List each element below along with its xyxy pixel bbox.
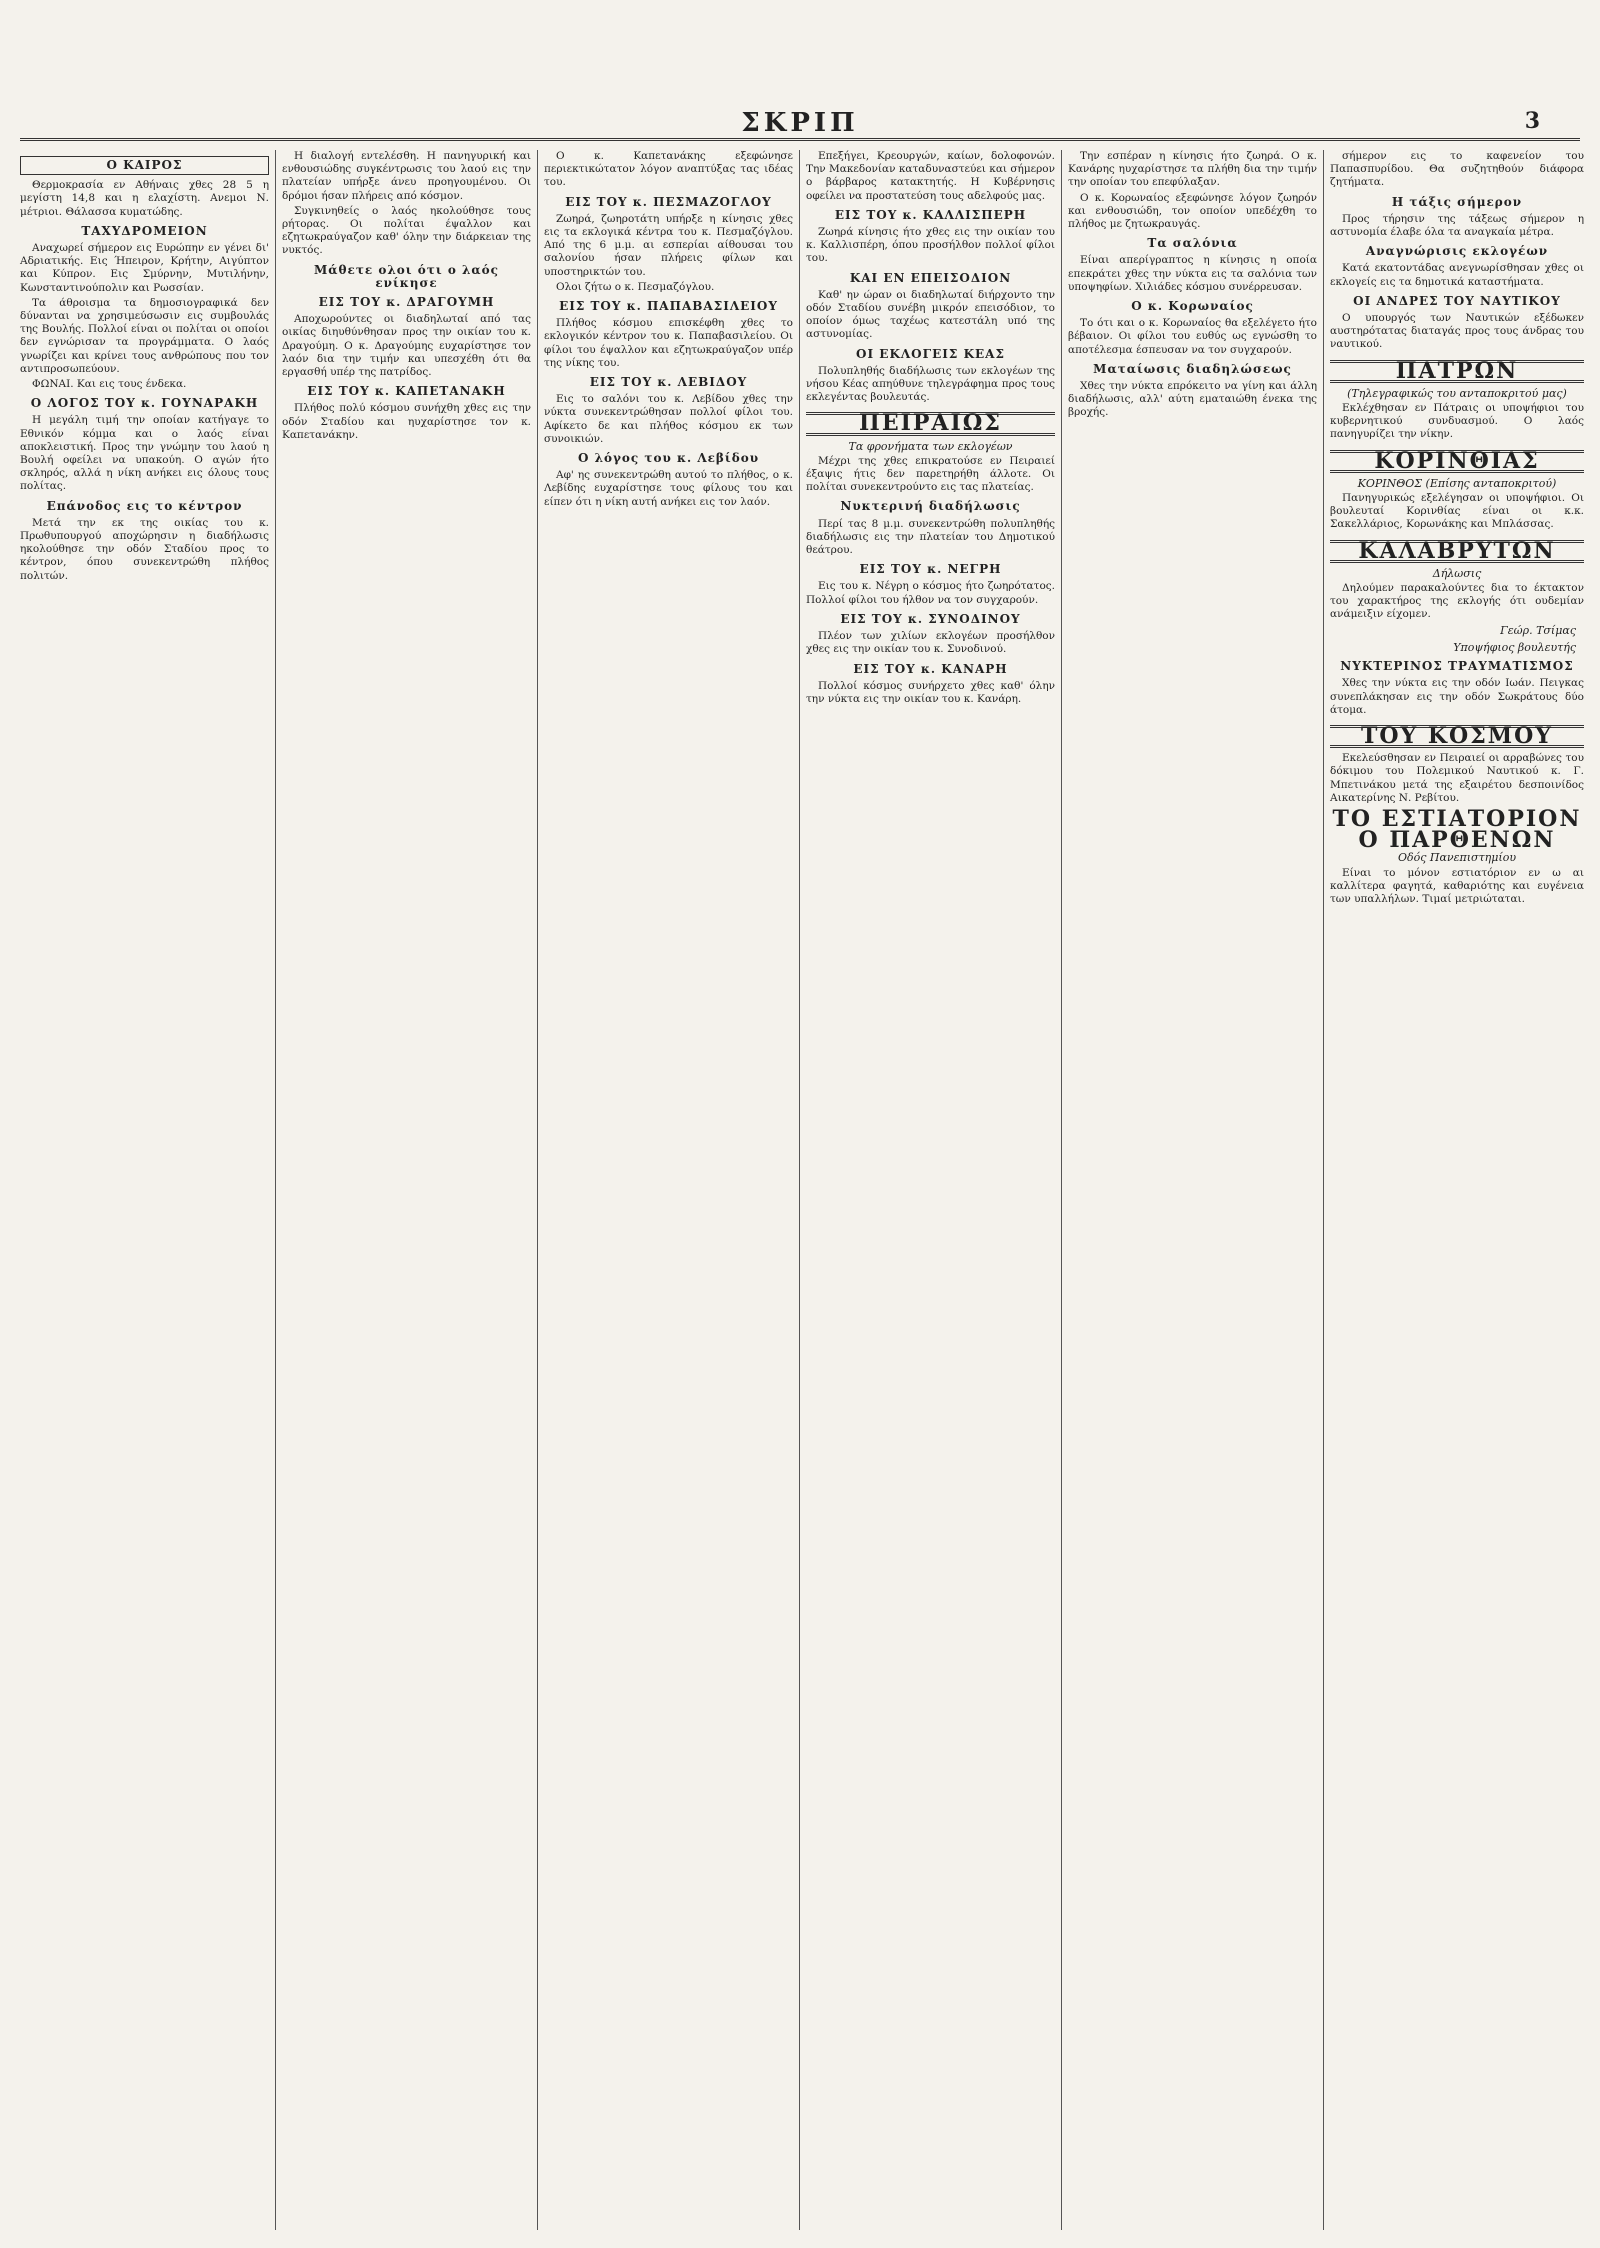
negris-text: Εις του κ. Νέγρη ο κόσμος ήτο ζωηρότατος. Πολλοί φίλοι του ήλθον να τον συγχαρούν. <box>806 580 1055 606</box>
col5-speech-text: Ο κ. Κορωναίος εξεφώνησε λόγον ζωηρόν και ενθουσιώδη, τον οποίον υπεδέχθη το πλήθος με ζητωκραυγάς. <box>1068 191 1317 231</box>
synodinos-text: Πλέον των χιλίων εκλογέων προσήλθον χθες εις την οικίαν του κ. Συνοδινού. <box>806 630 1055 656</box>
kapetanakis-heading: ΕΙΣ ΤΟΥ κ. ΚΑΠΕΤΑΝΑΚΗ <box>307 384 506 399</box>
keas-text: Πολυπληθής διαδήλωσις των εκλογέων της νήσου Κέας απηύθυνε τηλεγράφημα προς τους εκλεγέντας βουλευτάς. <box>806 364 1055 404</box>
keas-heading: ΟΙ ΕΚΛΟΓΕΙΣ ΚΕΑΣ <box>856 346 1005 361</box>
signature-title: Υποψήφιος βουλευτής <box>1453 640 1576 654</box>
kapetanakis-text: Πλήθος πολύ κόσμου συνήχθη χθες εις την οδόν Σταδίου και ηυχαρίστησε τον κ. Καπετανάκην. <box>282 402 531 441</box>
kalligeris-heading: ΕΙΣ ΤΟΥ κ. ΚΑΛΛΙΣΠΕΡΗ <box>834 207 1027 222</box>
address: Οδός Πανεπιστημίου <box>1397 851 1517 865</box>
dragoumis-heading: ΕΙΣ ΤΟΥ κ. ΔΡΑΓΟΥΜΗ <box>318 295 495 310</box>
kalavryta-text: Δηλούμεν παρακαλούντες δια το έκτακτον του χαρακτήρος της εκλογής ότι ουδεμίαν ανάμειξιν είχομεν. <box>1330 582 1584 621</box>
column-4 <box>800 150 1062 2230</box>
procession-text: Μετά την εκ της οικίας του κ. Πρωθυπουργού αποχώρησιν η διαδήλωσις ηκολούθησε την οδόν Σταδίου προς το κέντρον, όπου συνεκεντρώθη πλήθος πολιτών. <box>20 516 269 582</box>
order-text: Προς τήρησιν της τάξεως σήμερον η αστυνομία έλαβε όλα τα αναγκαία μέτρα. <box>1330 212 1584 239</box>
navy-heading: ΟΙ ΑΝΔΡΕΣ ΤΟΥ ΝΑΥΤΙΚΟΥ <box>1353 293 1561 308</box>
post-text: Αναχωρεί σήμερον εις Ευρώπην εν γένει δι' Αδριατικής. Εις Ήπειρον, Κρήτην, Αιγύπτον και Κύπρον. Εις Σμύρνην, Μυτιλήνην, Κωνσταντινούπολιν και Ρωσσίαν. <box>20 242 269 294</box>
levidis-text: Εις το σαλόνι του κ. Λεβίδου χθες την νύκτα συνεκεντρώθησαν πολλοί φίλοι του. Αφίκετο δε και πλήθος κόσμου εκ των συνοικιών. <box>544 393 793 445</box>
salonia-text: Είναι απερίγραπτος η κίνησις η οποία επεκράτει χθες την νύκτα εις τα σαλόνια των υποψηφίων. Χιλιάδες κόσμου συνέρρευσαν. <box>1068 254 1317 293</box>
papavasileiou-text: Πλήθος κόσμου επισκέφθη χθες το εκλογικόν κέντρον του κ. Παπαβασιλείου. Οι φίλοι του έψαλλον και εζητωκραύγαζον υπέρ της νίκης του. <box>544 317 793 369</box>
pesmazoglou-heading: ΕΙΣ ΤΟΥ κ. ΠΕΣΜΑΖΟΓΛΟΥ <box>565 194 772 209</box>
procession-heading: Επάνοδος εις το κέντρον <box>46 498 243 513</box>
koroneos-text: Το ότι και ο κ. Κορωναίος θα εξελέγετο ήτο βέβαιον. Οι φίλοι του ευθύς ως εγνώσθη το αποτέλεσμα έσπευσαν να τον συγχαρούν. <box>1068 317 1317 356</box>
piraeus-heading: ΠΕΙΡΑΙΩΣ <box>806 412 1055 435</box>
kanaris-text: Πολλοί κόσμος συνήρχετο χθες καθ' όλην την νύκτα εις την οικίαν του κ. Κανάρη. <box>806 679 1055 705</box>
weather-text: Θερμοκρασία εν Αθήναις χθες 28 5 η μεγίστη 14,8 και η ελαχίστη. Ανεμοι Ν. μέτριοι. Θάλασσα κυματώδης. <box>20 179 269 218</box>
col2-text-2: Συγκινηθείς ο λαός ηκολούθησε τους ρήτορας. Οι πολίται έψαλλον και εζητωκραύγαζον καθ' όλην την διάρκειαν της νυκτός. <box>282 204 531 257</box>
papavasileiou-heading: ΕΙΣ ΤΟΥ κ. ΠΑΠΑΒΑΣΙΛΕΙΟΥ <box>559 299 778 314</box>
columns <box>14 150 1590 2230</box>
restaurant-heading: ΤΟ ΕΣΤΙΑΤΟΡΙΟΝ <box>1332 805 1582 832</box>
speech-body: Η μεγάλη τιμή την οποίαν κατήγαγε το Εθνικόν κόμμα και ο λαός είναι αποκλειστική. Προς την γνώμην του λαού η Βουλή οφείλει να υπακούη. Ο αγών ήτο σκληρός, αλλά η νίκη ανήκει εις όλους τους πολίτας. <box>20 414 269 493</box>
mataiosis-text: Χθες την νύκτα επρόκειτο να γίνη και άλλη διαδήλωσις, αλλ' αύτη εματαιώθη ένεκα της βροχής. <box>1068 380 1317 419</box>
episode-text: Καθ' ην ώραν οι διαδηλωταί διήρχοντο την οδόν Σταδίου συνέβη μικρόν επεισόδιον, το οποίον όμως ταχέως κατεστάλη υπό της αστυνομίας. <box>806 288 1055 341</box>
corinth-sub: ΚΟΡΙΝΘΟΣ (Επίσης ανταποκριτού) <box>1357 476 1557 490</box>
col6-text-1: σήμερον εις το καφενείον του Παπασπυρίδου. Θα συζητηθούν διάφορα ζητήματα. <box>1330 150 1584 189</box>
cheers: ΦΩΝΑΙ. Και εις τους ένδεκα. <box>32 378 187 391</box>
piraeus-sub: Τα φρονήματα των εκλογέων <box>848 439 1013 453</box>
mataiosis-heading: Ματαίωσις διαδηλώσεως <box>1093 361 1292 376</box>
negris-heading: ΕΙΣ ΤΟΥ κ. ΝΕΓΡΗ <box>859 562 1002 577</box>
column-1 <box>14 150 276 2230</box>
kanaris-heading: ΕΙΣ ΤΟΥ κ. ΚΑΝΑΡΗ <box>853 661 1008 676</box>
cheer: Ολοι ζήτω ο κ. Πεσμαζόγλου. <box>556 280 715 293</box>
synodinos-heading: ΕΙΣ ΤΟΥ κ. ΣΥΝΟΔΙΝΟΥ <box>840 611 1021 626</box>
pesmazoglou-text: Ζωηρά, ζωηροτάτη υπήρξε η κίνησις χθες εις τα εκλογικά κέντρα του κ. Πεσμαζόγλου. Από της 6 μ.μ. αι εσπερίαι αίθουσαι του σαλονίου ήσαν πλήρεις φίλων και υποστηρικτών του. <box>544 212 793 278</box>
kosmos-heading: ΤΟΥ ΚΟΣΜΟΥ <box>1330 725 1584 748</box>
post-heading: ΤΑΧΥΔΡΟΜΕΙΟΝ <box>81 223 208 238</box>
motto: Μάθετε ολοι ότι ο λαός ενίκησε <box>314 262 499 290</box>
levidis-heading: ΕΙΣ ΤΟΥ κ. ΛΕΒΙΔΟΥ <box>589 375 748 390</box>
signature: Γεώρ. Τσίμας <box>1500 623 1576 637</box>
patras-sub: (Τηλεγραφικώς του ανταποκριτού μας) <box>1347 386 1567 400</box>
episode-heading: ΚΑΙ ΕΝ ΕΠΕΙΣΟΔΙΟΝ <box>849 270 1012 285</box>
weather-heading: Ο ΚΑΙΡΟΣ <box>20 156 269 175</box>
wound-text: Χθες την νύκτα εις την οδόν Ιωάν. Πειγκας συνεπλάκησαν εις την οδόν Σωκράτους δύο άτομα. <box>1330 677 1584 716</box>
patras-text: Εκλέχθησαν εν Πάτραις οι υποψήφιοι του κυβερνητικού συνδυασμού. Ο λαός πανηγυρίζει την νίκην. <box>1330 402 1584 441</box>
dragoumis-text: Αποχωρούντες οι διαδηλωταί από τας οικίας διηυθύνθησαν προς την οικίαν του κ. Δραγούμη. Ο κ. Δραγούμης ευχαρίστησε τον λαόν δια την τιμήν και υπεσχέθη ότι θα εργασθή υπέρ της πατρίδος. <box>282 313 531 379</box>
speech-text: Τα άθροισμα τα δημοσιογραφικά δεν δύνανται να χρησιμεύσωσιν εις συμβουλάς της Βουλής. Πολλοί είναι οι πολίται οι οποίοι δεν εγνώρισαν τα προγράμματα. Ο λαός γνωρίζει και κρίνει τους ανθρώπους που τον αντιπροσωπεύουν. <box>20 296 269 375</box>
col4-text-1: Επεξήγει, Κρεουργών, καίων, δολοφονών. Την Μακεδονίαν καταδυναστεύει και σήμερον ο βάρβαρος κατακτητής. Η Κυβέρνησις οφείλει να προστατεύση τους αδελφούς μας. <box>806 150 1055 202</box>
kalavryta-heading: ΚΑΛΑΒΡΥΤΩΝ <box>1330 540 1584 563</box>
patras-heading: ΠΑΤΡΩΝ <box>1330 360 1584 383</box>
page-number: 3 <box>1524 108 1540 134</box>
voters-heading: Αναγνώρισις εκλογέων <box>1365 244 1549 259</box>
column-2 <box>276 150 538 2230</box>
col2-text-1: Η διαλογή εντελέσθη. Η πανηγυρική και ενθουσιώδης συγκέντρωσις του λαού εις την πλατείαν υπήρξε άνευ προηγουμένου. Οι δρόμοι ήσαν πλήρεις από κόσμον. <box>282 150 531 202</box>
corinth-heading: ΚΟΡΙΝΘΙΑΣ <box>1330 450 1584 473</box>
kalligeris-text: Ζωηρά κίνησις ήτο χθες εις την οικίαν του κ. Καλλισπέρη, όπου προσήλθον πολλοί φίλοι του. <box>806 226 1055 265</box>
corinth-text: Πανηγυρικώς εξελέγησαν οι υποψήφιοι. Οι βουλευταί Κορινθίας είναι οι κ.κ. Σακελλάριος, Κορωνάκης και Μπλάσσας. <box>1330 492 1584 531</box>
levidis-speech-heading: Ο λόγος του κ. Λεβίδου <box>577 451 760 466</box>
speech-heading: Ο ΛΟΓΟΣ ΤΟΥ κ. ΓΟΥΝΑΡΑΚΗ <box>30 396 259 411</box>
voters-text: Κατά εκατοντάδας ανεγνωρίσθησαν χθες οι εκλογείς εις τα δημοτικά καταστήματα. <box>1330 262 1584 288</box>
piraeus-text: Μέχρι της χθες επικρατούσε εν Πειραιεί έξαψις ήτις δεν παρετηρήθη άλλοτε. Οι πολίται συνεκεντρούντο εις τας πλατείας. <box>806 454 1055 494</box>
column-5 <box>1062 150 1324 2230</box>
navy-text: Ο υπουργός των Ναυτικών εξέδωκεν αυστηρότατας διαταγάς προς τους άνδρας του ναυτικού. <box>1330 312 1584 351</box>
restaurant-text: Είναι το μόνον εστιατόριον εν ω αι καλλίτερα φαγητά, καθαριότης και ευγένεια των υπαλλήλων. Τιμαί μετριώταται. <box>1330 866 1584 905</box>
order-heading: Η τάξις σήμερον <box>1391 194 1523 209</box>
kosmos-text: Εκελεύσθησαν εν Πειραιεί οι αρραβώνες του δόκιμου του Πολεμικού Ναυτικού κ. Γ. Μπετινάκου μετά της εξαιρέτου δεσποινίδος Αικατερίνης Ν. Ρεβίτου. <box>1330 752 1584 804</box>
col5-text-1: Την εσπέραν η κίνησις ήτο ζωηρά. Ο κ. Κανάρης ηυχαρίστησε τα πλήθη δια την τιμήν την οποίαν του επεφύλαξαν. <box>1068 150 1317 189</box>
night-heading: Νυκτερινή διαδήλωσις <box>840 499 1021 514</box>
koroneos-heading: Ο κ. Κορωναίος <box>1131 299 1254 314</box>
salonia-heading: Τα σαλόνια <box>1147 236 1238 251</box>
night-text: Περί τας 8 μ.μ. συνεκεντρώθη πολυπληθής διαδήλωσις εις την πλατείαν του Δημοτικού θεάτρου. <box>806 517 1055 557</box>
column-3 <box>538 150 800 2230</box>
kalavryta-sub: Δήλωσις <box>1432 566 1482 580</box>
wound-heading: ΝΥΚΤΕΡΙΝΟΣ ΤΡΑΥΜΑΤΙΣΜΟΣ <box>1340 659 1574 674</box>
levidis-speech-text: Αφ' ης συνεκεντρώθη αυτού το πλήθος, ο κ. Λεβίδης ευχαρίστησε τους φίλους του και είπεν ότι η νίκη αυτή ανήκει εις τον λαόν. <box>544 469 793 508</box>
newspaper-title: ΣΚΡΙΠ <box>741 108 859 138</box>
column-6 <box>1324 150 1590 2230</box>
parthenon-heading: Ο ΠΑΡΘΕΝΩΝ <box>1358 827 1556 854</box>
masthead <box>20 108 1580 141</box>
col3-text-1: Ο κ. Καπετανάκης εξεφώνησε περιεκτικώτατον λόγον αναπτύξας τας ιδέας του. <box>544 150 793 189</box>
